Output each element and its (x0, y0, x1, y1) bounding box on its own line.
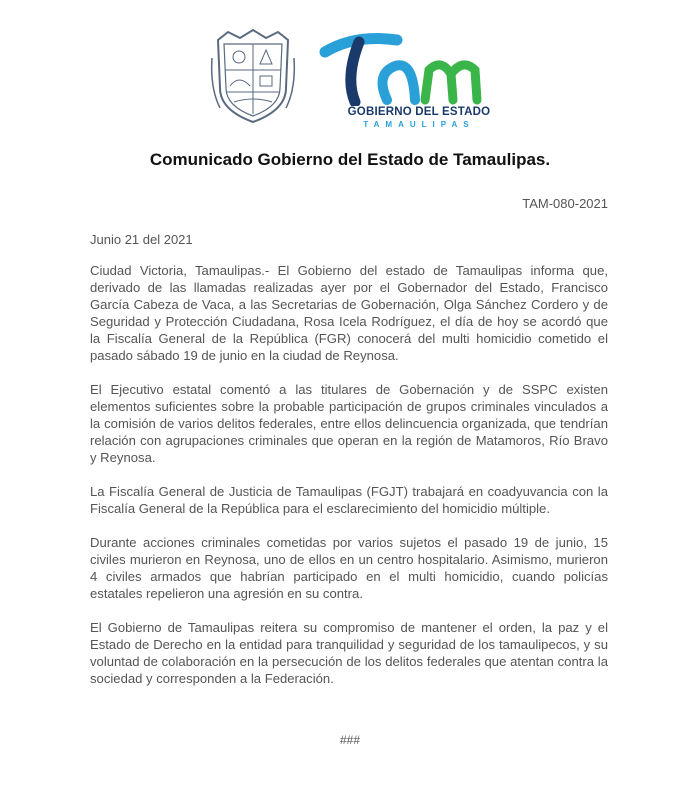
logo-state-text: TAMAULIPAS (363, 120, 475, 129)
document-body (90, 262, 608, 704)
end-mark: ### (339, 733, 361, 747)
tamaulipas-logo (315, 30, 500, 130)
paragraph: El Gobierno de Tamaulipas reitera su compromiso de mantener el orden, la paz y el Estado de Derecho en la entidad para tranquilidad y seguridad de los tamaulipecos, y su voluntad de colaboración en la persecución de los delitos federales que atentan contra la sociedad y corresponden a la Federación. (90, 620, 608, 686)
reference-number: TAM-080-2021 (522, 196, 608, 211)
tam-logo-icon (315, 30, 500, 106)
paragraph: Ciudad Victoria, Tamaulipas.- El Gobierno del estado de Tamaulipas informa que, derivado de las llamadas realizadas ayer por el Gobernador del Estado, Francisco García Cabeza de Vaca, a las Secretarias de Gobernación, Olga Sánchez Cordero y de Seguridad y Protección Ciudadana, Rosa Icela Rodríguez, el día de hoy se acordó que la Fiscalía General de la República (FGR) conocerá del multi homicidio cometido el pasado sábado 19 de junio en la ciudad de Reynosa. (90, 263, 608, 363)
paragraph: La Fiscalía General de Justicia de Tamaulipas (FGJT) trabajará en coadyuvancia con la Fiscalía General de la República para el esclarecimiento del homicidio múltiple. (90, 484, 608, 516)
coat-of-arms-icon (210, 28, 296, 124)
document-date: Junio 21 del 2021 (90, 232, 193, 247)
paragraph: Durante acciones criminales cometidas por varios sujetos el pasado 19 de junio, 15 civiles murieron en Reynosa, uno de ellos en un centro hospitalario. Asimismo, murieron 4 civiles armados que habrían participado en el multi homicidio, cuando policías estatales repelieron una agresión en su contra. (90, 535, 608, 601)
logo-government-text: GOBIERNO DEL ESTADO (347, 106, 491, 118)
paragraph: El Ejecutivo estatal comentó a las titulares de Gobernación y de SSPC existen elementos suficientes sobre la probable participación de grupos criminales vinculados a la comisión de varios delitos federales, entre ellos delincuencia organizada, que tendrían relación con agrupaciones criminales que operan en la región de Matamoros, Río Bravo y Reynosa. (90, 382, 608, 465)
letterhead (0, 20, 700, 130)
document-title: Comunicado Gobierno del Estado de Tamaulipas. (149, 150, 551, 169)
